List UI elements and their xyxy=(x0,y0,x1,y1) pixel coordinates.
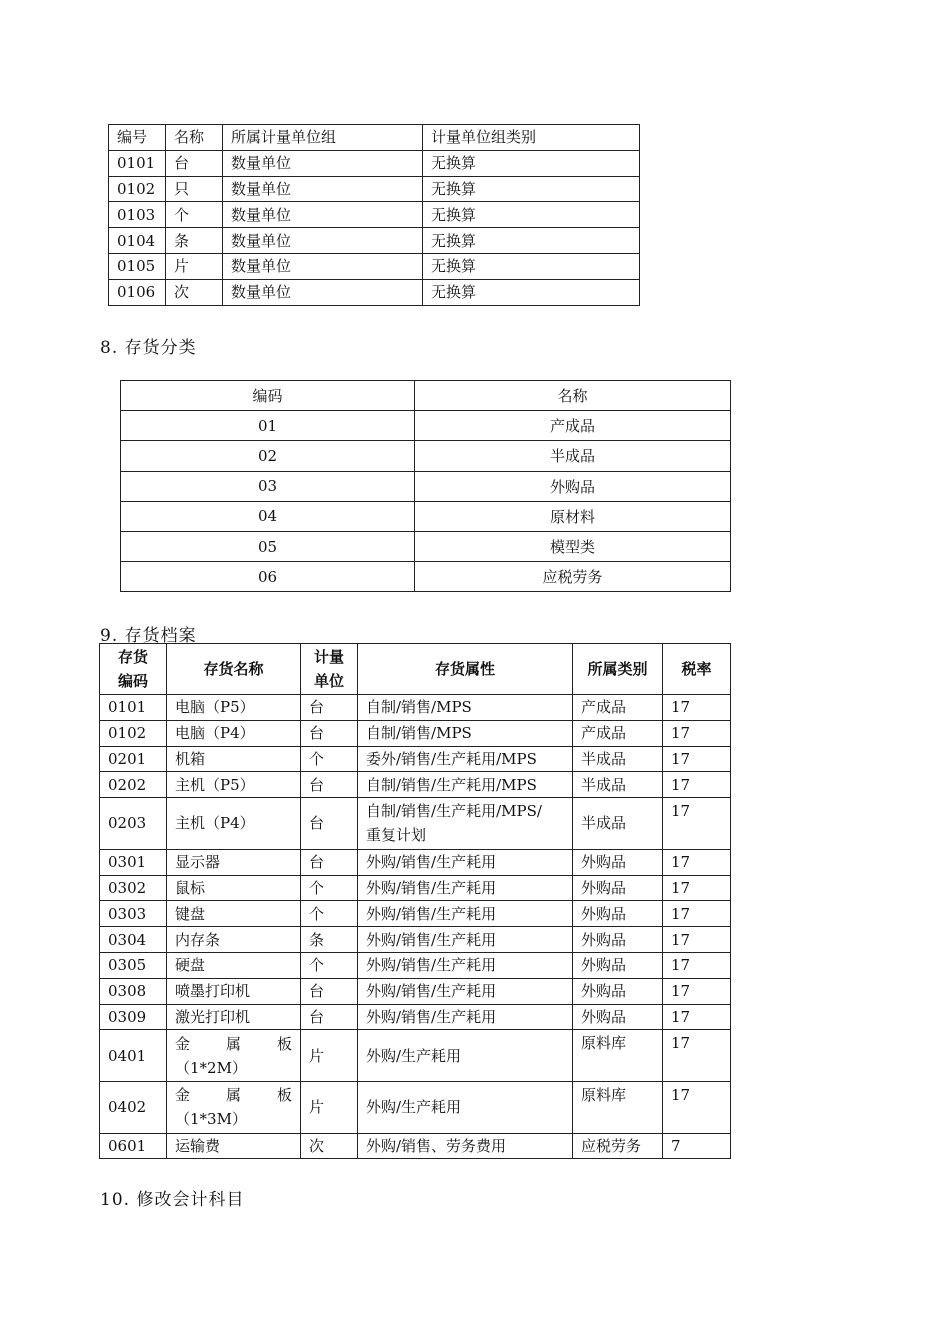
attr-cell: 外购/销售/生产耗用 xyxy=(358,1004,573,1030)
table-cell: 条 xyxy=(166,228,223,254)
table-cell: 数量单位 xyxy=(223,202,423,228)
table-cell: 无换算 xyxy=(423,150,640,176)
table-cell: 无换算 xyxy=(423,253,640,279)
unit-cell: 台 xyxy=(301,1004,358,1030)
unit-cell: 次 xyxy=(301,1133,358,1159)
category-cell: 半成品 xyxy=(573,746,663,772)
code-cell: 0402 xyxy=(100,1081,167,1133)
attr-cell: 自制/销售/MPS xyxy=(358,720,573,746)
code-cell: 0303 xyxy=(100,901,167,927)
name-cell: 机箱 xyxy=(167,746,301,772)
name-line xyxy=(175,1083,292,1107)
table-cell: 片 xyxy=(166,253,223,279)
table-row xyxy=(100,1004,731,1030)
code-cell: 0203 xyxy=(100,798,167,850)
header-cell: 所属类别 xyxy=(573,644,663,695)
table-row xyxy=(109,253,640,279)
category-cell: 外购品 xyxy=(573,927,663,953)
table-row xyxy=(109,228,640,254)
attr-cell: 外购/销售、劳务费用 xyxy=(358,1133,573,1159)
name-line: （1*2M） xyxy=(175,1058,247,1077)
category-cell: 外购品 xyxy=(573,978,663,1004)
table-row xyxy=(100,1030,731,1082)
table-cell: 01 xyxy=(121,411,415,441)
table-row xyxy=(121,501,731,531)
tax-cell: 17 xyxy=(663,798,731,850)
category-cell: 外购品 xyxy=(573,875,663,901)
unit-cell: 台 xyxy=(301,849,358,875)
name-cell xyxy=(167,1081,301,1133)
table-row xyxy=(100,798,731,850)
category-cell: 外购品 xyxy=(573,1004,663,1030)
table-row xyxy=(100,1133,731,1159)
table-cell: 0103 xyxy=(109,202,166,228)
table-cell: 0101 xyxy=(109,150,166,176)
table-cell: 0102 xyxy=(109,176,166,202)
code-cell: 0201 xyxy=(100,746,167,772)
table-cell: 原材料 xyxy=(415,501,731,531)
name-line: （1*3M） xyxy=(175,1110,247,1129)
attr-cell: 外购/生产耗用 xyxy=(358,1030,573,1082)
name-char: 板 xyxy=(276,1034,292,1053)
name-cell: 硬盘 xyxy=(167,952,301,978)
table-row xyxy=(100,901,731,927)
unit-cell: 台 xyxy=(301,720,358,746)
tax-cell: 17 xyxy=(663,927,731,953)
category-cell: 外购品 xyxy=(573,901,663,927)
table-row xyxy=(100,695,731,721)
unit-cell: 台 xyxy=(301,772,358,798)
code-cell: 0308 xyxy=(100,978,167,1004)
unit-cell: 条 xyxy=(301,927,358,953)
tax-cell: 17 xyxy=(663,772,731,798)
unit-cell: 个 xyxy=(301,875,358,901)
unit-cell: 个 xyxy=(301,952,358,978)
category-cell: 外购品 xyxy=(573,849,663,875)
name-cell: 电脑（P4） xyxy=(167,720,301,746)
name-cell: 主机（P5） xyxy=(167,772,301,798)
table-cell: 外购品 xyxy=(415,471,731,501)
category-cell: 原料库 xyxy=(573,1030,663,1082)
attr-cell: 外购/销售/生产耗用 xyxy=(358,875,573,901)
unit-cell: 个 xyxy=(301,746,358,772)
table-cell: 数量单位 xyxy=(223,228,423,254)
table-row xyxy=(109,150,640,176)
unit-cell: 台 xyxy=(301,978,358,1004)
unit-cell: 台 xyxy=(301,798,358,850)
attr-cell: 外购/销售/生产耗用 xyxy=(358,952,573,978)
name-cell: 激光打印机 xyxy=(167,1004,301,1030)
attr-line: 重复计划 xyxy=(366,826,427,845)
table-cell: 02 xyxy=(121,441,415,471)
tax-cell: 17 xyxy=(663,1004,731,1030)
name-char: 金 xyxy=(175,1086,191,1105)
tax-cell: 17 xyxy=(663,746,731,772)
header-line: 存货 xyxy=(117,648,148,666)
attr-cell: 外购/销售/生产耗用 xyxy=(358,927,573,953)
tax-cell: 17 xyxy=(663,978,731,1004)
category-cell: 产成品 xyxy=(573,720,663,746)
header-cell: 存货名称 xyxy=(167,644,301,695)
category-cell: 半成品 xyxy=(573,772,663,798)
table-row xyxy=(100,927,731,953)
table-cell: 无换算 xyxy=(423,279,640,305)
table-cell: 数量单位 xyxy=(223,253,423,279)
name-cell: 鼠标 xyxy=(167,875,301,901)
units-table xyxy=(108,124,640,306)
code-cell: 0305 xyxy=(100,952,167,978)
table-row xyxy=(100,746,731,772)
table-row xyxy=(121,562,731,592)
code-cell: 0304 xyxy=(100,927,167,953)
attr-cell: 委外/销售/生产耗用/MPS xyxy=(358,746,573,772)
table-row xyxy=(121,441,731,471)
name-char: 属 xyxy=(225,1086,241,1105)
table-cell: 无换算 xyxy=(423,176,640,202)
name-cell: 显示器 xyxy=(167,849,301,875)
table-row xyxy=(121,531,731,561)
table-cell: 产成品 xyxy=(415,411,731,441)
table-row xyxy=(109,279,640,305)
name-line xyxy=(175,1032,292,1056)
section-heading: 9. 存货档案 xyxy=(100,626,197,646)
code-cell: 0302 xyxy=(100,875,167,901)
table-cell: 数量单位 xyxy=(223,279,423,305)
attr-line: 自制/销售/生产耗用/MPS/ xyxy=(366,802,542,821)
table-cell: 台 xyxy=(166,150,223,176)
attr-cell: 外购/销售/生产耗用 xyxy=(358,901,573,927)
name-char: 金 xyxy=(175,1034,191,1053)
table-cell: 03 xyxy=(121,471,415,501)
table-cell: 数量单位 xyxy=(223,176,423,202)
table-row xyxy=(100,1081,731,1133)
header-cell: 税率 xyxy=(663,644,731,695)
table-cell: 模型类 xyxy=(415,531,731,561)
table-cell: 0104 xyxy=(109,228,166,254)
attr-cell: 外购/生产耗用 xyxy=(358,1081,573,1133)
attr-cell: 外购/销售/生产耗用 xyxy=(358,849,573,875)
table-cell: 0105 xyxy=(109,253,166,279)
category-cell: 半成品 xyxy=(573,798,663,850)
name-char: 属 xyxy=(225,1034,241,1053)
table-header-row xyxy=(100,644,731,695)
tax-cell: 17 xyxy=(663,720,731,746)
code-cell: 0102 xyxy=(100,720,167,746)
table-row xyxy=(100,875,731,901)
table-row xyxy=(100,952,731,978)
category-cell: 外购品 xyxy=(573,952,663,978)
table-cell: 无换算 xyxy=(423,228,640,254)
code-cell: 0202 xyxy=(100,772,167,798)
category-cell: 应税劳务 xyxy=(573,1133,663,1159)
table-cell: 半成品 xyxy=(415,441,731,471)
code-cell: 0309 xyxy=(100,1004,167,1030)
header-cell: 所属计量单位组 xyxy=(223,125,423,151)
code-cell: 0301 xyxy=(100,849,167,875)
unit-cell: 片 xyxy=(301,1081,358,1133)
tax-cell: 17 xyxy=(663,849,731,875)
name-cell: 内存条 xyxy=(167,927,301,953)
table-header-row xyxy=(109,125,640,151)
tax-cell: 17 xyxy=(663,695,731,721)
table-cell: 05 xyxy=(121,531,415,561)
header-cell: 名称 xyxy=(415,381,731,411)
attr-cell: 自制/销售/生产耗用/MPS xyxy=(358,772,573,798)
table-cell: 04 xyxy=(121,501,415,531)
header-cell xyxy=(301,644,358,695)
table-cell: 个 xyxy=(166,202,223,228)
header-cell: 存货属性 xyxy=(358,644,573,695)
tax-cell: 17 xyxy=(663,952,731,978)
section-heading: 10. 修改会计科目 xyxy=(100,1190,245,1210)
name-cell: 电脑（P5） xyxy=(167,695,301,721)
tax-cell: 17 xyxy=(663,1030,731,1082)
attr-cell: 外购/销售/生产耗用 xyxy=(358,978,573,1004)
attr-cell xyxy=(358,798,573,850)
table-row xyxy=(100,849,731,875)
name-cell: 键盘 xyxy=(167,901,301,927)
table-cell: 无换算 xyxy=(423,202,640,228)
attr-cell: 自制/销售/MPS xyxy=(358,695,573,721)
table-row xyxy=(100,720,731,746)
table-cell: 数量单位 xyxy=(223,150,423,176)
table-row xyxy=(121,471,731,501)
table-row xyxy=(109,202,640,228)
table-row xyxy=(109,176,640,202)
table-cell: 应税劳务 xyxy=(415,562,731,592)
name-cell: 主机（P4） xyxy=(167,798,301,850)
tax-cell: 17 xyxy=(663,1081,731,1133)
unit-cell: 台 xyxy=(301,695,358,721)
header-line: 单位 xyxy=(313,672,344,690)
table-row xyxy=(100,978,731,1004)
name-char: 板 xyxy=(276,1086,292,1105)
header-cell: 编码 xyxy=(121,381,415,411)
code-cell: 0101 xyxy=(100,695,167,721)
name-cell: 喷墨打印机 xyxy=(167,978,301,1004)
code-cell: 0601 xyxy=(100,1133,167,1159)
header-cell: 名称 xyxy=(166,125,223,151)
unit-cell: 个 xyxy=(301,901,358,927)
section-heading: 8. 存货分类 xyxy=(100,338,197,358)
unit-cell: 片 xyxy=(301,1030,358,1082)
header-cell: 编号 xyxy=(109,125,166,151)
header-line: 计量 xyxy=(313,648,344,666)
category-cell: 原料库 xyxy=(573,1081,663,1133)
table-cell: 只 xyxy=(166,176,223,202)
name-cell: 运输费 xyxy=(167,1133,301,1159)
table-cell: 06 xyxy=(121,562,415,592)
header-line: 编码 xyxy=(117,672,148,690)
table-row xyxy=(100,772,731,798)
table-cell: 次 xyxy=(166,279,223,305)
header-cell: 计量单位组类别 xyxy=(423,125,640,151)
table-cell: 0106 xyxy=(109,279,166,305)
table-row xyxy=(121,411,731,441)
name-cell xyxy=(167,1030,301,1082)
tax-cell: 17 xyxy=(663,901,731,927)
category-table xyxy=(120,380,731,592)
inventory-table xyxy=(99,643,731,1159)
tax-cell: 17 xyxy=(663,875,731,901)
header-cell xyxy=(100,644,167,695)
category-cell: 产成品 xyxy=(573,695,663,721)
code-cell: 0401 xyxy=(100,1030,167,1082)
table-header-row xyxy=(121,381,731,411)
tax-cell: 7 xyxy=(663,1133,731,1159)
